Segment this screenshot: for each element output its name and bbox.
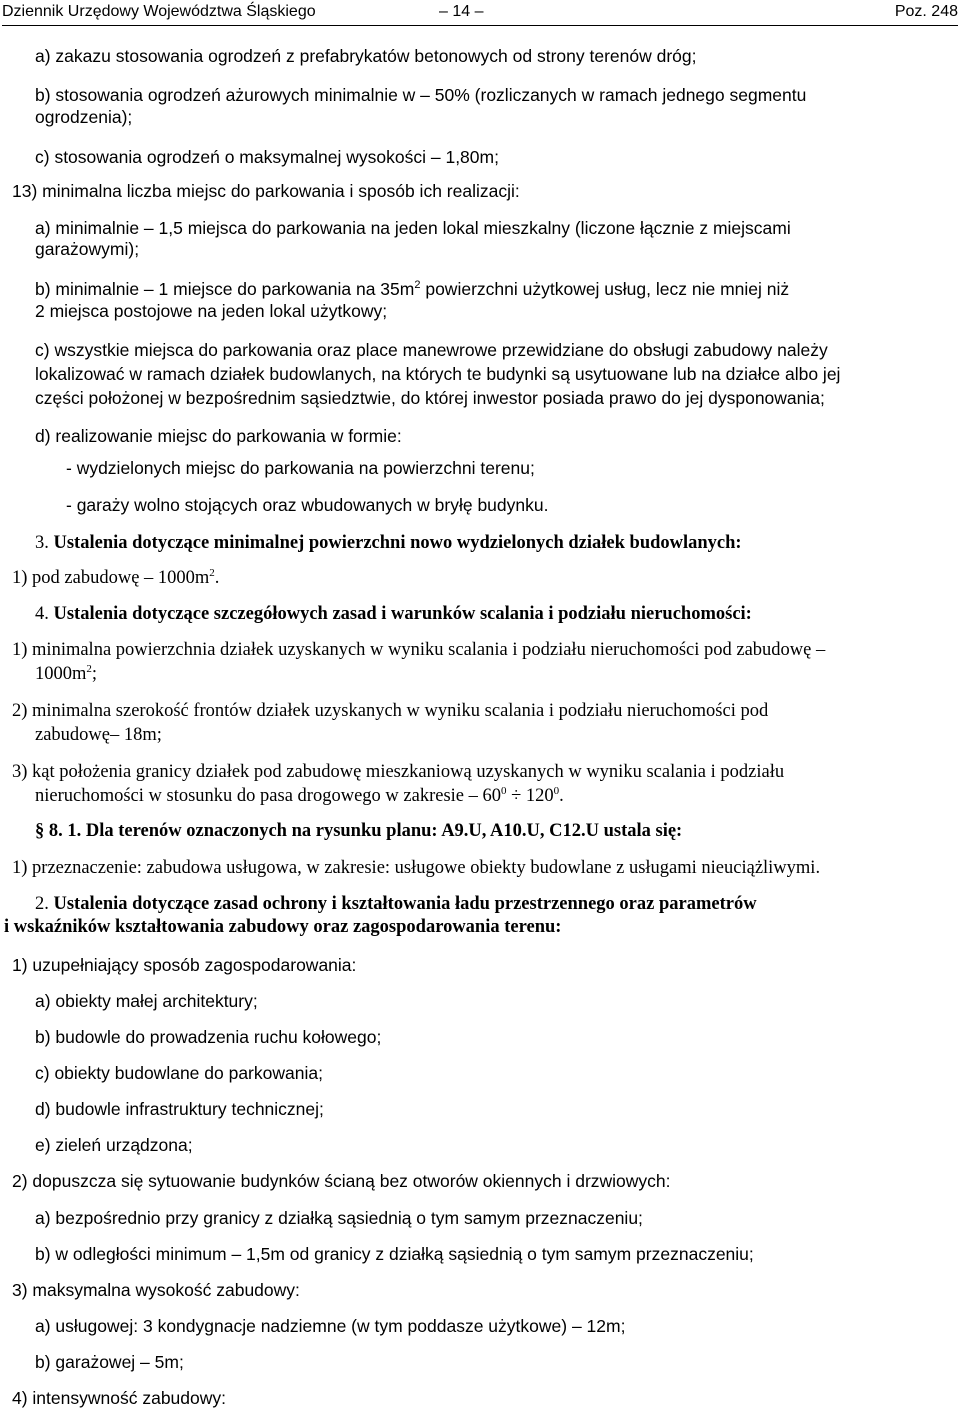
text-line: e) zieleń urządzona; <box>35 1135 193 1155</box>
text-line: - wydzielonych miejsc do parkowania na powierzchni terenu; <box>66 458 535 478</box>
text-line: 1) pod zabudowę – $1000m^2$. <box>12 566 220 588</box>
paragraph-heading: § 8. 1. Dla terenów oznaczonych na rysunku planu: A9.U, A10.U, C12.U ustala się: <box>35 821 683 841</box>
text-line: 3) maksymalna wysokość zabudowy: <box>12 1280 300 1300</box>
text-line: - garaży wolno stojących oraz wbudowanych w bryłę budynku. <box>66 495 549 515</box>
text-line: b) minimalnie – 1 miejsce do parkowania na $35m^2$ powierzchni użytkowej usług, lecz nie mniej niż <box>35 279 790 299</box>
text-line: d) realizowanie miejsc do parkowania w formie: <box>35 426 402 446</box>
text-line: a) obiekty małej architektury; <box>35 991 258 1011</box>
text-line: b) stosowania ogrodzeń ażurowych minimalnie w – 50% (rozliczanych w ramach jednego segmentu <box>35 85 807 105</box>
text-line: zabudowę– 18m; <box>35 725 162 745</box>
text-line: 2) dopuszcza się sytuowanie budynków ścianą bez otworów okiennych i drzwiowych: <box>12 1171 671 1191</box>
section-heading: 2. Ustalenia dotyczące zasad ochrony i kształtowania ładu przestrzennego oraz parametrów <box>35 894 757 914</box>
text-line: 4) intensywność zabudowy: <box>12 1388 226 1408</box>
text-line: c) stosowania ogrodzeń o maksymalnej wysokości – 1,80m; <box>35 147 499 167</box>
text-line: d) budowle infrastruktury technicznej; <box>35 1099 324 1119</box>
text-line: 13) minimalna liczba miejsc do parkowania i sposób ich realizacji: <box>12 181 520 201</box>
page-header <box>2 3 958 26</box>
text-line: nieruchomości w stosunku do pasa drogowego w zakresie – $60^0 \div 120^0$. <box>35 784 564 806</box>
text-line: 1) przeznaczenie: zabudowa usługowa, w zakresie: usługowe obiekty budowlane z usługami nieuciążliwymi. <box>12 858 821 878</box>
text-line: 3) kąt położenia granicy działek pod zabudowę mieszkaniową uzyskanych w wyniku scalania i podziału <box>12 762 785 782</box>
text-line: c) wszystkie miejsca do parkowania oraz place manewrowe przewidziane do obsługi zabudowy należy <box>35 340 828 360</box>
text-line: 2 miejsca postojowe na jeden lokal użytkowy; <box>35 301 388 321</box>
text-line: garażowymi); <box>35 239 140 259</box>
text-line: b) budowle do prowadzenia ruchu kołowego; <box>35 1027 382 1047</box>
text-line: części położonej w bezpośrednim sąsiedztwie, do której inwestor posiada prawo do jej dysponowania; <box>35 388 825 408</box>
section-heading: 3. Ustalenia dotyczące minimalnej powierzchni nowo wydzielonych działek budowlanych: <box>35 533 742 553</box>
text-line: a) usługowej: 3 kondygnacje nadziemne (w tym poddasze użytkowe) – 12m; <box>35 1316 626 1336</box>
text-line: b) garażowej – 5m; <box>35 1352 184 1372</box>
text-line: a) bezpośrednio przy granicy z działką sąsiednią o tym samym przeznaczeniu; <box>35 1208 643 1228</box>
text-line: a) minimalnie – 1,5 miejsca do parkowania na jeden lokal mieszkalny (liczone łącznie z miejscami <box>35 218 791 238</box>
text-line: ogrodzenia); <box>35 107 133 127</box>
text-line: 1) minimalna powierzchnia działek uzyskanych w wyniku scalania i podziału nieruchomości pod zabudowę – <box>12 640 826 660</box>
header-position: Poz. 248 <box>894 3 958 20</box>
header-page-number: – 14 – <box>439 3 484 20</box>
text-line: 1) uzupełniający sposób zagospodarowania: <box>12 955 357 975</box>
text-line: a) zakazu stosowania ogrodzeń z prefabrykatów betonowych od strony terenów dróg; <box>35 46 697 66</box>
text-line: lokalizować w ramach działek budowlanych, na których te budynki są usytuowane lub na działce albo jej <box>35 364 841 384</box>
header-journal-title: Dziennik Urzędowy Województwa Śląskiego <box>2 3 316 20</box>
section-heading: 4. Ustalenia dotyczące szczegółowych zasad i warunków scalania i podziału nieruchomości: <box>35 604 752 624</box>
text-line: c) obiekty budowlane do parkowania; <box>35 1063 323 1083</box>
text-line: $1000m^2$; <box>35 662 98 684</box>
text-line: 2) minimalna szerokość frontów działek uzyskanych w wyniku scalania i podziału nieruchomości pod <box>12 701 769 721</box>
text-line: b) w odległości minimum – 1,5m od granicy z działką sąsiednią o tym samym przeznaczeniu; <box>35 1244 754 1264</box>
section-heading: i wskaźników kształtowania zabudowy oraz zagospodarowania terenu: <box>4 917 562 937</box>
